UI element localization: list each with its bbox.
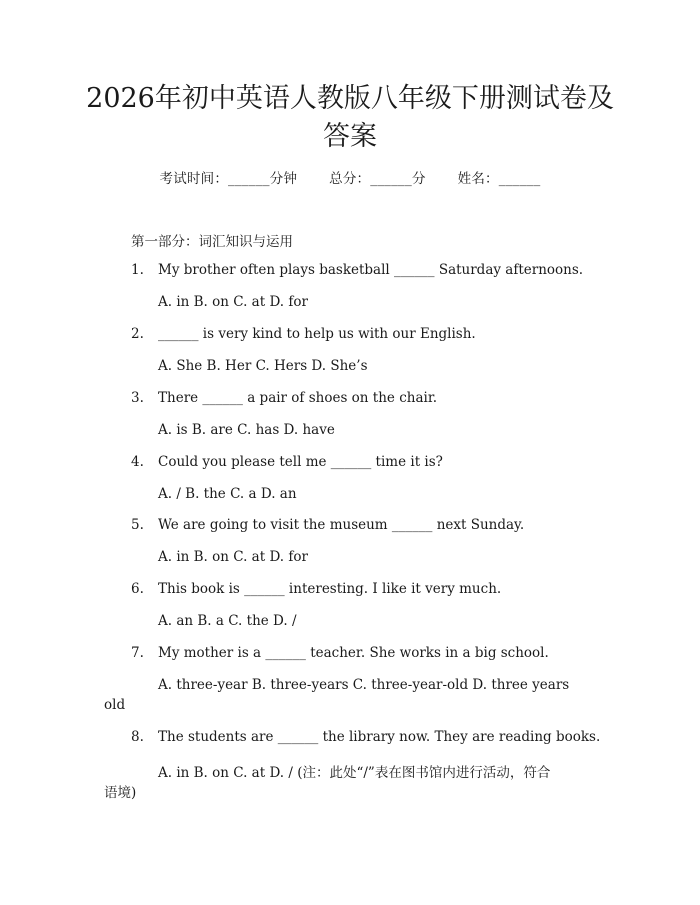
question-number: 2. [131,326,144,342]
question-number: 7. [131,645,144,661]
question-6-options: A. an B. a C. the D. / [158,613,297,629]
question-8-options: A. in B. on C. at D. / (注：此处“/”表在图书馆内进行活动，符合 [158,765,551,781]
question-4-options: A. / B. the C. a D. an [158,486,297,502]
exam-name-field: 姓名：______ [457,171,541,187]
question-number: 3. [131,390,144,406]
question-number: 4. [131,454,144,470]
question-5-options: A. in B. on C. at D. for [158,549,308,565]
exam-score-field: 总分：______分 [329,171,426,187]
question-2-options: A. She B. Her C. Hers D. She’s [158,358,368,374]
question-text: This book is ______ interesting. I like it very much. [158,581,502,597]
title-line-2: 答案 [323,121,377,152]
question-text: The students are ______ the library now. They are reading books. [158,729,601,745]
exam-time-field: 考试时间：______分钟 [159,171,298,187]
question-text: My mother is a ______ teacher. She works in a big school. [158,645,549,661]
question-number: 6. [131,581,144,597]
title-line-1: 2026年初中英语人教版八年级下册测试卷及 [86,83,614,114]
question-number: 8. [131,729,144,745]
exam-info [0,167,700,187]
question-1-options: A. in B. on C. at D. for [158,294,308,310]
question-7-options-wrap: old [104,697,126,713]
question-text: We are going to visit the museum ______ next Sunday. [158,517,525,533]
question-8-options-wrap: 语境) [104,785,137,801]
question-7-options: A. three-year B. three-years C. three-year-old D. three years [158,677,570,693]
question-text: There ______ a pair of shoes on the chair. [158,390,438,406]
section-heading: 第一部分：词汇知识与运用 [131,234,293,250]
question-text: ______ is very kind to help us with our English. [158,326,476,342]
question-text: My brother often plays basketball ______ Saturday afternoons. [158,262,584,278]
question-number: 1. [131,262,144,278]
document-title [60,80,640,156]
question-text: Could you please tell me ______ time it is? [158,454,443,470]
question-number: 5. [131,517,144,533]
question-3-options: A. is B. are C. has D. have [158,422,335,438]
